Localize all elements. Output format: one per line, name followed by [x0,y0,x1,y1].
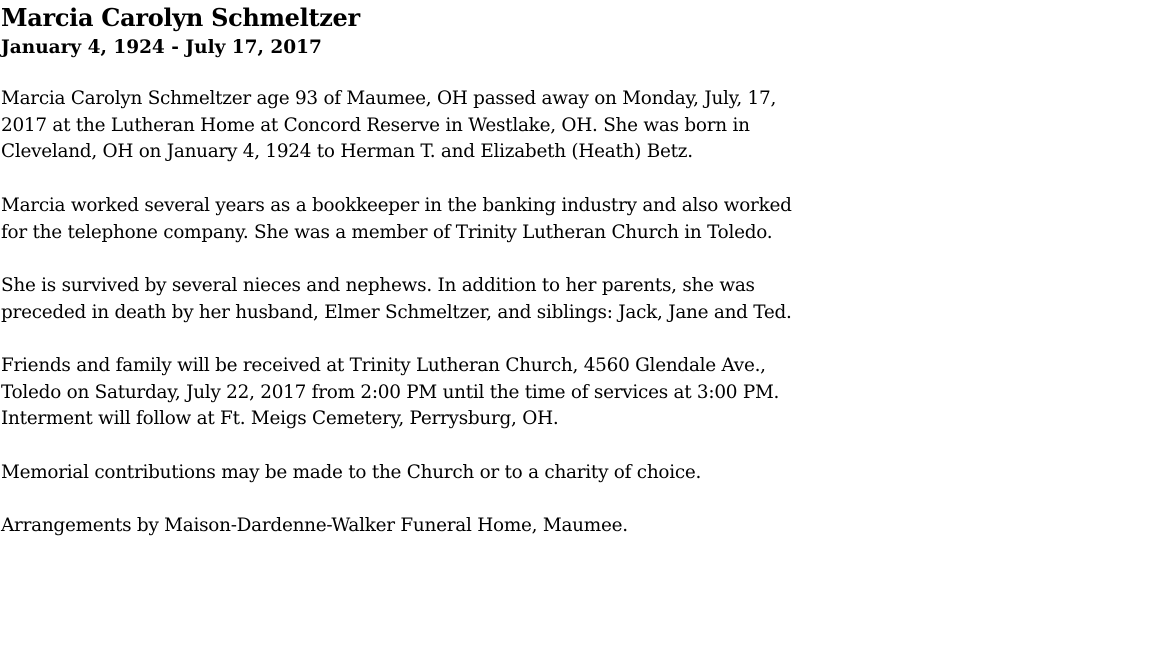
paragraph-survivors: She is survived by several nieces and nephews. In addition to her parents, she was preceded in death by her husband, Elmer Schmeltzer, and siblings: Jack, Jane and Ted. [1,274,792,323]
paragraph-career: Marcia worked several years as a bookkeeper in the banking industry and also worked for the telephone company. She was a member of Trinity Lutheran Church in Toledo. [1,194,792,243]
paragraph-death-notice: Marcia Carolyn Schmeltzer age 93 of Maumee, OH passed away on Monday, July, 17, 2017 at the Lutheran Home at Concord Reserve in Westlake, OH. She was born in Cleveland, OH on January 4, 1924 to Herman T. and Elizabeth (Heath) Betz. [1,88,777,163]
paragraph-memorials: Memorial contributions may be made to the Church or to a charity of choice. [1,461,702,483]
obituary-document [1,3,831,540]
paragraph-services: Friends and family will be received at Trinity Lutheran Church, 4560 Glendale Ave., Toledo on Saturday, July 22, 2017 from 2:00 PM until the time of services at 3:00 PM. Interment will follow at Ft. Meigs Cemetery, Perrysburg, OH. [1,354,780,430]
page-title: Marcia Carolyn Schmeltzer [1,3,360,32]
life-dates: January 4, 1924 - July 17, 2017 [1,37,322,58]
paragraph-arrangements: Arrangements by Maison-Dardenne-Walker Funeral Home, Maumee. [1,515,628,537]
